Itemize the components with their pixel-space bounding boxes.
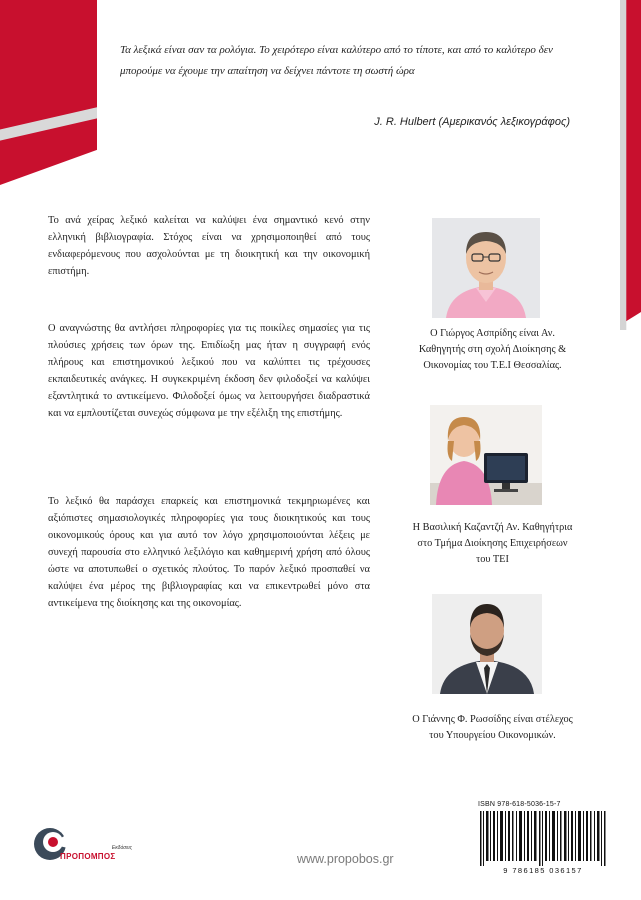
isbn-barcode [478,811,608,866]
body-paragraph-1: Το ανά χείρας λεξικό καλείται να καλύψει ένα σημαντικό κενό στην ελληνική βιβλιογραφία. Στόχος είναι να χρησιμοποιηθεί από τους ενδιαφερόμενους που ασχολούνται με τη διοικητική και την οικονομική επιστήμη. [48,215,370,277]
publisher-name: ΠΡΟΠΟΜΠΟΣ [60,852,116,861]
epigraph-author: J. R. Hulbert (Αμερικανός λεξικογράφος) [374,116,570,128]
author-caption-1: Ο Γιώργος Ασπρίδης είναι Αν. Καθηγητής στη σχολή Διοίκησης & Οικονομίας του Τ.Ε.Ι Θεσσαλίας. [418,328,567,371]
red-corner-band-left [0,0,97,185]
isbn-barcode-digits: 9 786185 036157 [503,866,583,875]
author-caption-3: Ο Γιάννης Φ. Ρωσσίδης είναι στέλεχος του Υπουργείου Οικονομικών. [412,714,573,741]
publisher-logo [32,826,132,872]
author-photo-3 [432,594,542,694]
author-photo-2 [430,405,542,505]
publisher-logo-label: Εκδόσεις [111,845,132,851]
portrait-man-glasses-image [432,218,540,318]
portrait-man-suit-image [432,594,542,694]
author-photo-1 [432,218,540,318]
body-paragraph-2: Ο αναγνώστης θα αντλήσει πληροφορίες για τις ποικίλες σημασίες για τις πλούσιες χρήσεις των όρων της. Επιδίωξη μας ήταν η συγγραφή ενός πλήρους και επιστημονικού λεξικού που να καλύπτει τις τρέχουσες εκπαιδευτικές ανάγκες. Η συγκεκριμένη έκδοση δεν φιλοδοξεί να καλύψει εξαντλητικά το αντικείμενο. Φιλοδοξεί όμως να λειτουργήσει διαδραστικά και να εμπλουτίζεται συνεχώς σύμφωνα με την εξέλιξη της επιστήμης. [48,323,370,419]
portrait-woman-desk-image [430,405,542,505]
author-caption-2: Η Βασιλική Καζαντζή Αν. Καθηγήτρια στο Τμήμα Διοίκησης Επιχειρήσεων του ΤΕΙ [412,522,573,565]
isbn-label: ISBN 978-618-5036-15-7 [478,801,561,808]
publisher-website: www.propobos.gr [297,852,394,866]
epigraph-quote: Τα λεξικά είναι σαν τα ρολόγια. Το χειρότερο είναι καλύτερο από το τίποτε, και από το καλύτερο δεν μπορούμε να έχουμε την απαίτηση να δείχνει πάντοτε τη σωστή ώρα [120,44,553,77]
body-paragraph-3: Το λεξικό θα παράσχει επαρκείς και επιστημονικά τεκμηριωμένες και αξιόπιστες σημασιολογικές πληροφορίες για τους διοικητικούς και τους οικονομικούς όρους και για αυτό τον λόγο χρησιμοποιούνται λέξεις με συνεχή παρουσία στο ελληνικό λεξιλόγιο και καθημερινή χρήση από όλους ώστε να αποτυπωθεί ο σχετικός πλούτος. Το παρόν λεξικό προσπαθεί να καλύψει ένα μέρος της βιβλιογραφίας και να επικεντρωθεί μόνο στα αντικείμενα της διοίκησης και της οικονομίας. [48,496,370,609]
